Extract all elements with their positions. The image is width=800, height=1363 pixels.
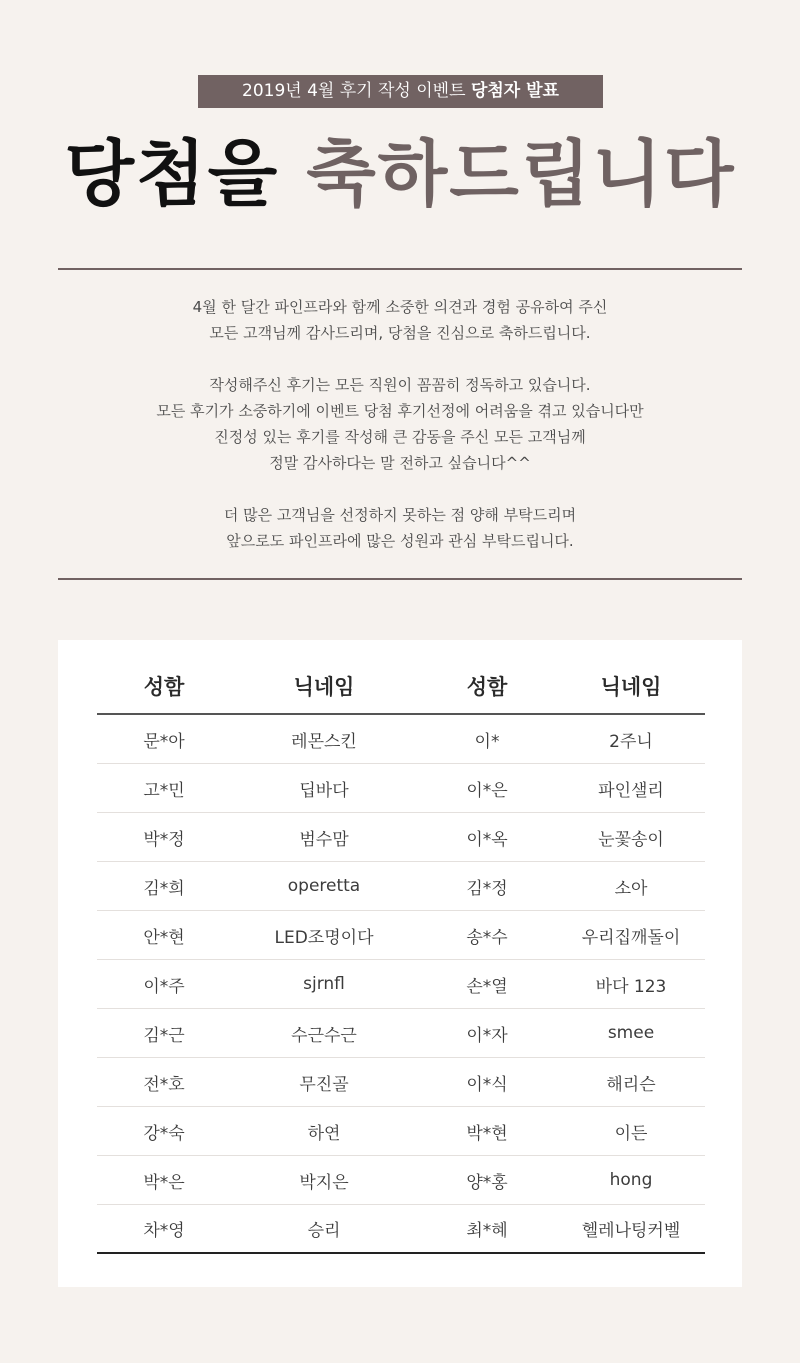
- message-line: 진정성 있는 후기를 작성해 큰 감동을 주신 모든 고객님께: [214, 428, 586, 446]
- winner-name: 이*주: [143, 976, 185, 997]
- winner-name: 이*자: [466, 1025, 508, 1046]
- winner-nickname: 해리슨: [606, 1074, 656, 1095]
- table-row: [97, 1205, 705, 1254]
- winner-name: 전*호: [143, 1074, 185, 1095]
- winner-name: 양*홍: [466, 1172, 508, 1193]
- winner-name: 고*민: [143, 780, 185, 801]
- winner-name: 송*수: [466, 927, 508, 948]
- message-line: 정말 감사하다는 말 전하고 싶습니다^^: [269, 454, 531, 472]
- winner-nickname: LED조명이다: [274, 927, 374, 948]
- winner-nickname: 바다 123: [595, 976, 667, 997]
- winners-table: [97, 658, 705, 1254]
- winner-nickname: 우리집깨돌이: [581, 927, 681, 948]
- winner-name: 이*: [474, 731, 500, 752]
- winner-nickname: 무진골: [299, 1074, 349, 1095]
- winner-name: 강*숙: [143, 1123, 185, 1144]
- header-name: 성함: [466, 674, 508, 699]
- table-header: [97, 658, 705, 715]
- event-banner: [198, 75, 603, 108]
- banner-emphasis: 당첨자 발표: [470, 81, 559, 101]
- message-line: [60, 476, 740, 502]
- table-row: [97, 715, 705, 764]
- table-row: [97, 960, 705, 1009]
- message-line: 모든 후기가 소중하기에 이벤트 당첨 후기선정에 어려움을 겪고 있습니다만: [156, 402, 644, 420]
- table-row: [97, 764, 705, 813]
- winner-name: 김*희: [143, 878, 185, 899]
- thank-you-message: [60, 294, 740, 554]
- winner-nickname: sjrnfl: [303, 974, 345, 994]
- message-line: 모든 고객님께 감사드리며, 당첨을 진심으로 축하드립니다.: [209, 324, 591, 342]
- winner-nickname: 2주니: [609, 731, 653, 752]
- winner-nickname: 헬레나팅커벨: [581, 1221, 681, 1241]
- winner-name: 박*은: [143, 1172, 185, 1193]
- header-nickname: 닉네임: [293, 674, 355, 699]
- winner-nickname: 딥바다: [299, 780, 349, 801]
- winner-nickname: smee: [607, 1023, 655, 1043]
- message-line: [60, 346, 740, 372]
- table-row: [97, 1156, 705, 1205]
- table-row: [97, 1107, 705, 1156]
- table-row: [97, 1009, 705, 1058]
- winner-name: 차*영: [143, 1221, 185, 1241]
- top-divider: [58, 268, 742, 270]
- headline-part-2: 축하드립니다: [306, 131, 736, 216]
- congratulations-headline: [0, 128, 800, 220]
- winner-nickname: hong: [609, 1170, 653, 1190]
- winners-panel: [58, 640, 742, 1287]
- winner-nickname: 레몬스킨: [291, 731, 357, 752]
- table-row: [97, 862, 705, 911]
- table-row: [97, 911, 705, 960]
- winner-name: 김*정: [466, 878, 508, 899]
- winner-nickname: operetta: [287, 876, 361, 896]
- header-name: 성함: [143, 674, 185, 699]
- winner-name: 최*혜: [466, 1221, 508, 1241]
- winner-nickname: 승리: [307, 1221, 341, 1241]
- table-row: [97, 813, 705, 862]
- winner-nickname: 소아: [614, 878, 648, 899]
- message-line: 작성해주신 후기는 모든 직원이 꼼꼼히 정독하고 있습니다.: [209, 376, 591, 394]
- winner-nickname: 박지은: [299, 1172, 349, 1193]
- winner-nickname: 눈꽃송이: [598, 829, 664, 850]
- winner-name: 안*현: [143, 927, 185, 948]
- winner-nickname: 하연: [307, 1123, 341, 1144]
- winner-name: 손*열: [466, 976, 508, 997]
- table-body: [97, 715, 705, 1254]
- message-line: 4월 한 달간 파인프라와 함께 소중한 의견과 경험 공유하여 주신: [192, 298, 608, 316]
- winner-name: 김*근: [143, 1025, 185, 1046]
- headline-part-1: 당첨을: [64, 131, 280, 216]
- message-line: 더 많은 고객님을 선정하지 못하는 점 양해 부탁드리며: [223, 506, 577, 524]
- winner-name: 박*현: [466, 1123, 508, 1144]
- message-line: 앞으로도 파인프라에 많은 성원과 관심 부탁드립니다.: [226, 532, 574, 550]
- winner-name: 문*아: [143, 731, 185, 752]
- winner-nickname: 범수맘: [299, 829, 349, 850]
- winner-name: 이*옥: [466, 829, 508, 850]
- winner-nickname: 이든: [614, 1123, 648, 1144]
- header-nickname: 닉네임: [600, 674, 662, 699]
- banner-text: 2019년 4월 후기 작성 이벤트: [242, 81, 471, 101]
- table-row: [97, 1058, 705, 1107]
- winner-name: 이*식: [466, 1074, 508, 1095]
- winner-name: 박*정: [143, 829, 185, 850]
- winner-name: 이*은: [466, 780, 508, 801]
- winner-nickname: 수근수근: [291, 1025, 357, 1046]
- winner-nickname: 파인샐리: [598, 780, 664, 801]
- bottom-divider: [58, 578, 742, 580]
